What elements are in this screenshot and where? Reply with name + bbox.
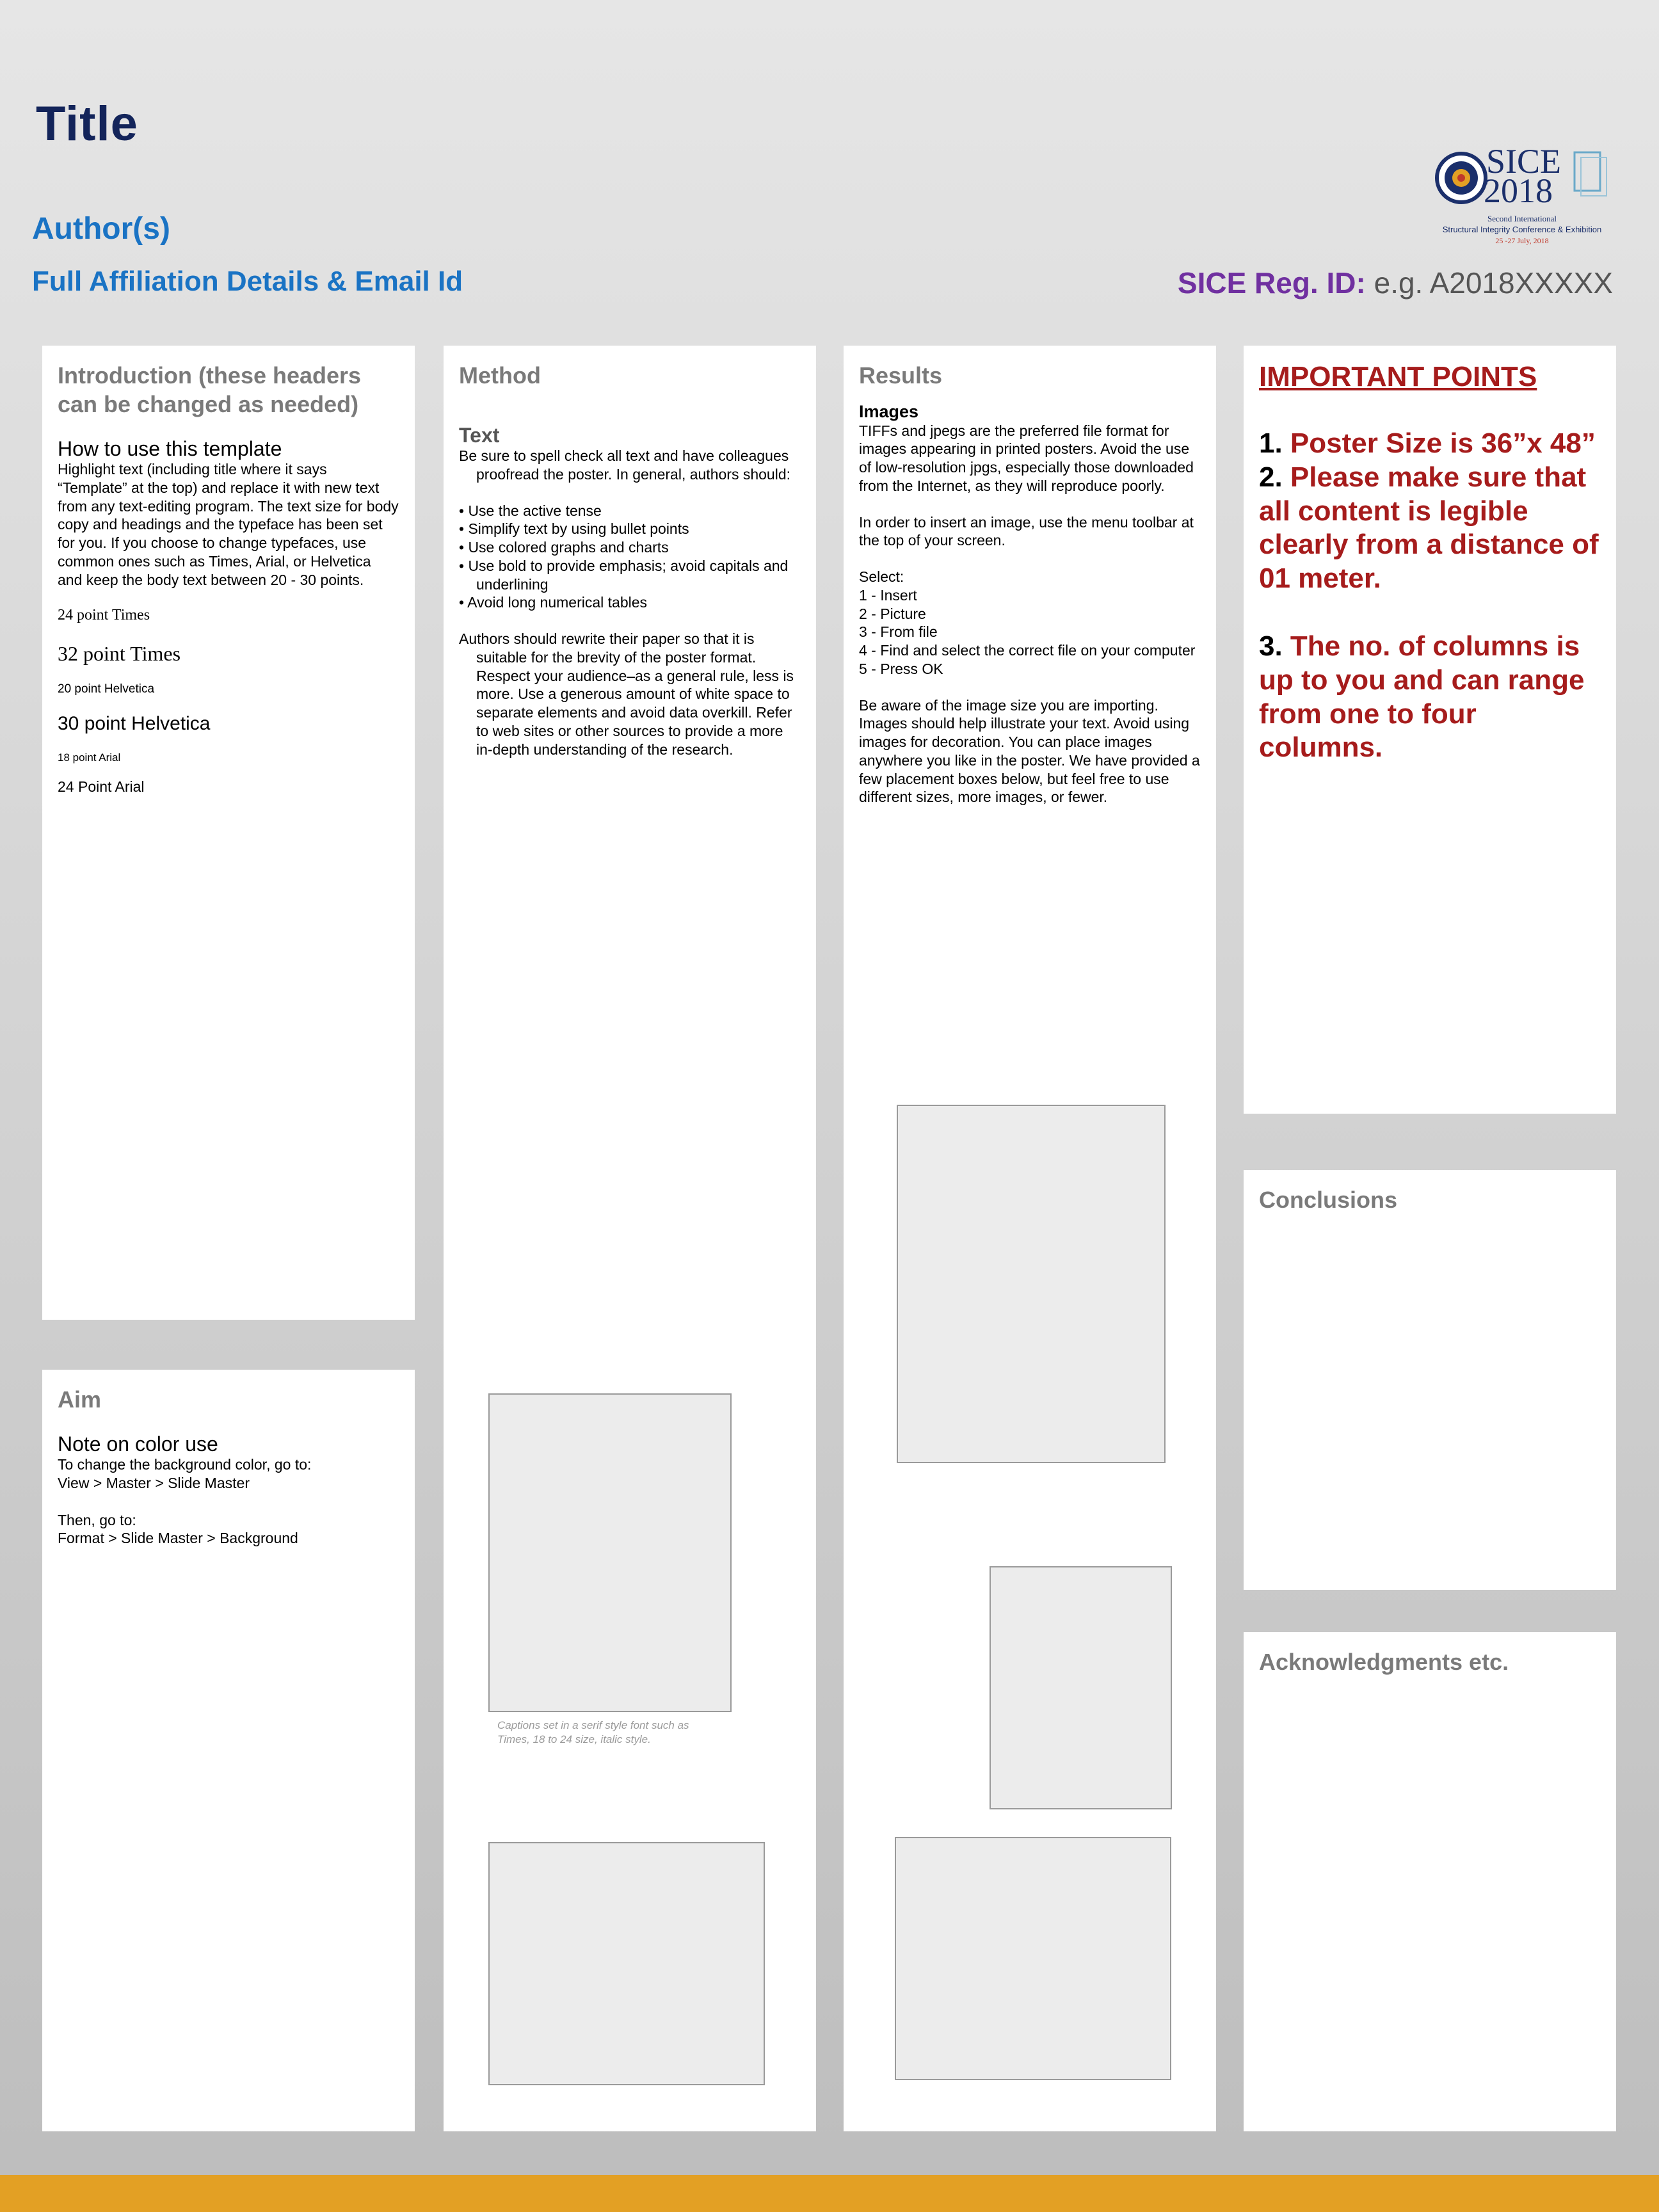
aim-line: Then, go to:	[58, 1511, 136, 1528]
results-paragraph: TIFFs and jpegs are the preferred file format for images appearing in printed posters. Avoid the use of low-resolution jpgs, especially those downloaded from the Internet, as they will reproduce poorly.	[859, 422, 1194, 494]
method-heading: Method	[459, 362, 541, 389]
image-placeholder[interactable]	[990, 1566, 1172, 1809]
reg-id-value: e.g. A2018XXXXX	[1365, 266, 1613, 300]
important-points-panel	[1244, 346, 1616, 1114]
results-step: Select:	[859, 568, 904, 586]
method-bullet: • Use colored graphs and charts	[459, 539, 669, 556]
results-step: 4 - Find and select the correct file on your computer	[859, 642, 1196, 659]
aim-line: Format > Slide Master > Background	[58, 1530, 298, 1547]
sample-24-arial: 24 Point Arial	[58, 778, 145, 796]
results-step: 5 - Press OK	[859, 660, 943, 677]
important-heading: IMPORTANT POINTS	[1259, 361, 1537, 392]
important-point: 2. Please make sure that all content is legible clearly from a distance of 01 meter.	[1259, 461, 1599, 595]
results-step: 2 - Picture	[859, 605, 926, 622]
logo-line2: Structural Integrity Conference & Exhibition	[1442, 225, 1602, 234]
introduction-panel	[42, 346, 415, 1320]
sice-2018-logo	[1432, 140, 1612, 248]
reg-id-label: SICE Reg. ID:	[1177, 266, 1366, 300]
registration-id	[1178, 266, 1613, 300]
logo-line3: 25 -27 July, 2018	[1495, 236, 1549, 245]
method-bullet: • Avoid long numerical tables	[459, 594, 648, 611]
method-bullet: • Simplify text by using bullet points	[459, 520, 689, 538]
image-placeholder[interactable]	[488, 1842, 765, 2085]
method-outro: Authors should rewrite their paper so that it is suitable for the brevity of the poster format. Respect your audience–as a general rule, less is more. Use a generous amount of white space to separate elements and avoid data overkill. Refer to web sites or other sources to provide a more in-depth understanding of the research.	[459, 630, 794, 758]
sample-20-helvetica: 20 point Helvetica	[58, 682, 155, 696]
important-point: 3. The no. of columns is up to you and can range from one to four columns.	[1259, 630, 1585, 764]
bottom-color-bar	[0, 2175, 1659, 2212]
results-step: 3 - From file	[859, 623, 938, 641]
aim-line	[58, 1493, 399, 1511]
introduction-heading: Introduction (these headers can be changed as needed)	[58, 362, 362, 417]
results-heading: Results	[859, 362, 943, 389]
poster-title: Title	[36, 97, 138, 151]
authors: Author(s)	[32, 212, 170, 246]
image-placeholder[interactable]	[488, 1393, 732, 1712]
logo-sice-text: SICE	[1486, 142, 1562, 180]
sample-30-helvetica: 30 point Helvetica	[58, 713, 211, 735]
acknowledgments-heading: Acknowledgments etc.	[1259, 1649, 1509, 1675]
aim-line: To change the background color, go to:	[58, 1456, 312, 1473]
how-to-use-subheading: How to use this template	[58, 437, 282, 460]
introduction-body: Highlight text (including title where it says “Template” at the top) and replace it with new text from any text-editing program. The text size for body copy and headings and the typeface has been set for you. If you choose to change typefaces, use common ones such as Times, Arial, or Helvetica and keep the body text between 20 - 30 points.	[58, 461, 399, 588]
image-placeholder[interactable]	[897, 1105, 1166, 1463]
color-note-subheading: Note on color use	[58, 1432, 218, 1455]
sample-18-arial: 18 point Arial	[58, 751, 121, 764]
aim-line: View > Master > Slide Master	[58, 1474, 250, 1491]
acknowledgments-panel	[1244, 1632, 1616, 2131]
results-paragraph: Be aware of the image size you are importing. Images should help illustrate your text. Avoid using images for decoration. You can place images anywhere you like in the poster. We have provided a few placement boxes below, but feel free to use different sizes, more images, or fewer.	[859, 696, 1200, 806]
sample-32-times: 32 point Times	[58, 642, 181, 666]
sample-24-times: 24 point Times	[58, 607, 150, 624]
results-step: 1 - Insert	[859, 586, 917, 604]
logo-year-text: 2018	[1484, 172, 1553, 210]
image-placeholder[interactable]	[895, 1837, 1171, 2080]
results-paragraph: In order to insert an image, use the menu toolbar at the top of your screen.	[859, 513, 1194, 549]
conclusions-panel	[1244, 1170, 1616, 1590]
method-panel	[444, 346, 816, 2131]
method-bullet: • Use bold to provide emphasis; avoid capitals and underlining	[459, 557, 789, 593]
images-subheading: Images	[859, 402, 919, 421]
method-bullet: • Use the active tense	[459, 502, 602, 519]
conclusions-heading: Conclusions	[1259, 1187, 1398, 1213]
results-panel	[844, 346, 1216, 2131]
affiliation: Full Affiliation Details & Email Id	[32, 266, 463, 297]
logo-line1: Second International	[1487, 214, 1557, 223]
image-caption: Captions set in a serif style font such as Times, 18 to 24 size, italic style.	[497, 1719, 689, 1746]
important-point: 1. Poster Size is 36”x 48”	[1259, 428, 1596, 459]
text-subheading: Text	[459, 424, 500, 447]
aim-heading: Aim	[58, 1386, 102, 1413]
aim-panel	[42, 1370, 415, 2131]
method-intro: Be sure to spell check all text and have colleagues proofread the poster. In general, authors should:	[459, 447, 790, 483]
